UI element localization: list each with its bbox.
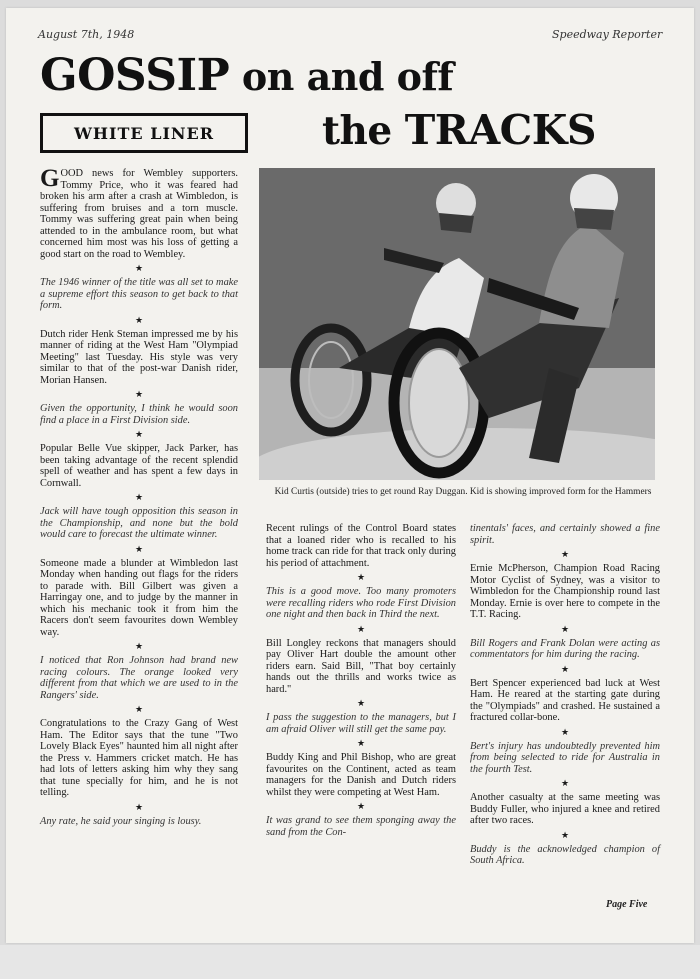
paragraph: Bill Rogers and Frank Dolan were acting as commentators for him during the racing.	[470, 637, 660, 660]
column-3	[470, 523, 660, 867]
star-divider: ★	[560, 549, 570, 559]
headline-on-and-off: on and off	[229, 54, 454, 99]
paragraph: Popular Belle Vue skipper, Jack Parker, has been taking advantage of the recent splendid spell of weather and has spent a few days in Cornwall.	[40, 443, 238, 489]
star-divider: ★	[356, 801, 366, 811]
byline-box	[40, 113, 248, 153]
issue-date: August 7th, 1948	[38, 28, 135, 41]
paragraph: Another casualty at the same meeting was Buddy Fuller, who injured a knee and retired after two races.	[470, 792, 660, 826]
star-divider: ★	[134, 389, 144, 399]
star-divider: ★	[356, 698, 366, 708]
headline-gossip: GOSSIP	[40, 50, 230, 101]
headline-tracks: TRACKS	[404, 106, 597, 154]
photo-caption: Kid Curtis (outside) tries to get round Ray Duggan. Kid is showing improved form for the Hammers	[274, 487, 652, 497]
star-divider: ★	[356, 738, 366, 748]
paragraph: Ernie McPherson, Champion Road Racing Motor Cyclist of Sydney, was a visitor to Wimbledon for the Championship round last Monday. Ernie is over here to compete in the T.T. Racing.	[470, 563, 660, 620]
headline-line-2	[322, 106, 596, 154]
star-divider: ★	[134, 704, 144, 714]
star-divider: ★	[134, 263, 144, 273]
riders-illustration	[259, 168, 655, 480]
headline-the: the	[322, 108, 405, 154]
paragraph: Any rate, he said your singing is lousy.	[40, 815, 202, 827]
paragraph: Dutch rider Henk Steman impressed me by his manner of riding at the West Ham "Olympiad Meeting" last Tuesday. His style was very similar to that of the post-war Danish rider, Morian Hansen.	[40, 328, 238, 386]
paragraph: This is a good move. Too many promoters were recalling riders who rode First Division one night and then back in Third the next.	[266, 586, 456, 620]
star-divider: ★	[560, 663, 570, 674]
star-divider: ★	[560, 829, 570, 840]
drop-cap: G	[40, 165, 60, 192]
headline-line-1	[40, 50, 453, 101]
column-2	[266, 523, 456, 838]
star-divider: ★	[134, 543, 144, 554]
paragraph-text: OOD news for Wembley supporters. Tommy Price, who it was feared had broken his arm after a crash at Wimbledon, is suffering from bruises and a torn muscle. Tommy was suffering great pain when being attended to in the ambulance room, but what concerned him most was his loss of getting a good start on the road to Wembley.	[40, 168, 238, 260]
paragraph	[40, 165, 238, 260]
paragraph: Given the opportunity, I think he would soon find a place in a First Division side.	[40, 403, 238, 426]
paragraph: The 1946 winner of the title was all set to make a supreme effort this season to get back to that form.	[40, 277, 238, 311]
star-divider: ★	[560, 726, 570, 737]
paragraph: Recent rulings of the Control Board states that a loaned rider who is recalled to his home track can ride for that track only during his period of attachment.	[266, 523, 456, 569]
paragraph: I noticed that Ron Johnson had brand new racing colours. The orange looked very different from that which we are used to in the Rangers' side.	[40, 655, 238, 701]
star-divider: ★	[134, 641, 144, 651]
star-divider: ★	[134, 801, 144, 812]
paragraph: Buddy is the acknowledged champion of South Africa.	[470, 843, 660, 866]
paragraph: Bert Spencer experienced bad luck at West Ham. He reared at the starting gate during the "Olympiads" and crashed. He sustained a fractured collar-bone.	[470, 677, 660, 723]
star-divider: ★	[134, 429, 144, 439]
paragraph: tinentals' faces, and certainly showed a fine spirit.	[470, 523, 660, 546]
paragraph: Bill Longley reckons that managers should pay Oliver Hart double the amount other riders earn. Said Bill, "That boy certainly hands out the thrills and works twice as hard."	[266, 637, 456, 695]
page-number: Page Five	[606, 899, 648, 910]
star-divider: ★	[560, 778, 570, 788]
byline: WHITE LINER	[73, 123, 215, 143]
paragraph: Someone made a blunder at Wimbledon last Monday when handing out flags for the riders to parade with. Bill Gilbert was given a Harringay one, and to judge by the manner in which his mechanic took it from him the Racers don't seem favourites down Wembley way.	[40, 557, 238, 638]
star-divider: ★	[356, 623, 366, 634]
speedway-photo	[259, 168, 655, 480]
paragraph: It was grand to see them sponging away the sand from the Con-	[266, 815, 456, 838]
star-divider: ★	[356, 572, 366, 582]
paragraph: Bert's injury has undoubtedly prevented him from being selected to ride for Australia in the fourth Test.	[470, 740, 660, 775]
paragraph: Buddy King and Phil Bishop, who are great favourites on the Continent, acted as team managers for the Danish and Dutch riders whilst they were competing at West Ham.	[266, 752, 456, 798]
column-1	[40, 165, 238, 827]
star-divider: ★	[134, 314, 144, 325]
scan-bottom-strip	[0, 945, 700, 979]
paragraph: Jack will have tough opposition this season in the Championship, and none but the bold would care to forecast the ultimate winner.	[40, 506, 238, 540]
star-divider: ★	[560, 623, 570, 634]
paragraph: Congratulations to the Crazy Gang of West Ham. The Editor says that the tune "Two Lovely Black Eyes" haunted him all night after the Press v. Hammers cricket match. He has had lots of letters asking him why they sang that tune specially for him, and he is not telling.	[40, 718, 238, 798]
paragraph: I pass the suggestion to the managers, but I am afraid Oliver will still get the same pay.	[266, 712, 456, 735]
publication-name: Speedway Reporter	[552, 28, 663, 41]
star-divider: ★	[134, 492, 144, 502]
